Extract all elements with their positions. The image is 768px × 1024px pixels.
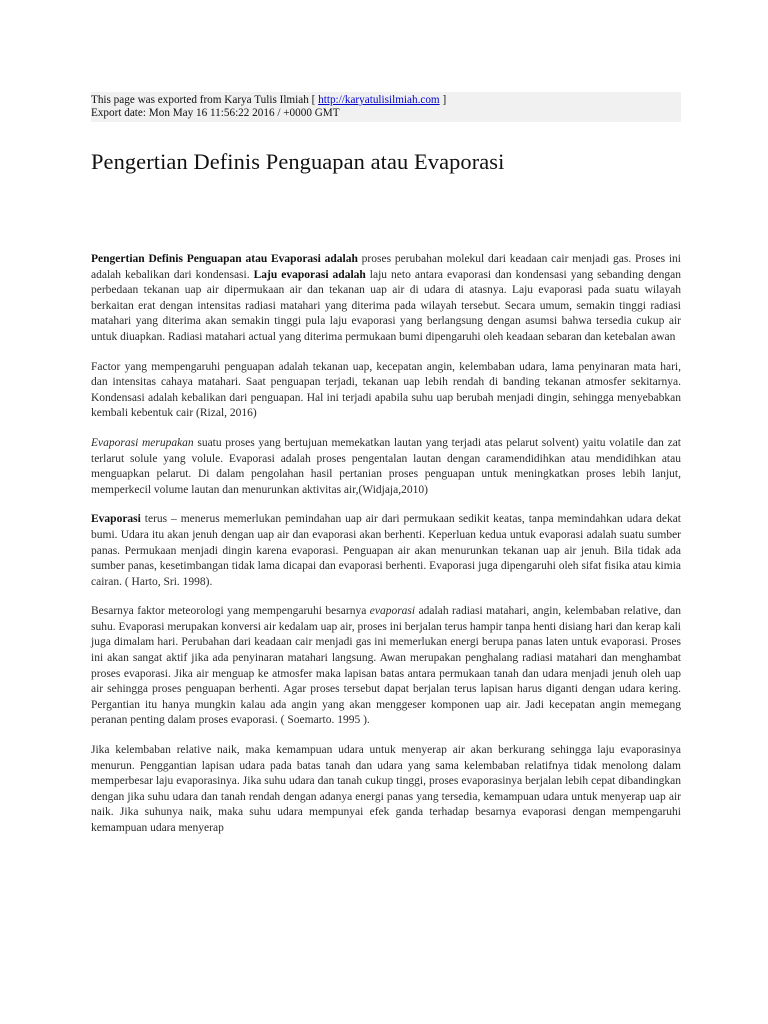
- paragraph-5-italic: evaporasi: [369, 605, 416, 618]
- paragraph-1-bold-1: Pengertian Definis Penguapan atau Evaporasi adalah: [91, 253, 358, 265]
- export-date: Export date: Mon May 16 11:56:22 2016 / +0000 GMT: [91, 107, 340, 119]
- paragraph-4: [91, 512, 681, 590]
- paragraph-5-text-1: Besarnya faktor meteorologi yang mempengaruhi besarnya: [91, 605, 370, 618]
- paragraph-3: [91, 436, 681, 498]
- paragraph-2: Factor yang mempengaruhi penguapan adalah tekanan uap, kecepatan angin, kelembaban udara, lama penyinaran mata hari, dan intensitas cahaya matahari. Saat penguapan terjadi, tekanan uap lebih rendah di banding tekanan atmosfer sekitarnya. Kondensasi adalah kebalikan dari penguapan. Hal ini terjadi apabila suhu uap berubah menjadi dingin, sehingga menyebabkan kembali kebentuk cair (Rizal, 2016): [91, 360, 681, 420]
- document-page: [91, 92, 681, 851]
- paragraph-3-italic: Evaporasi merupakan: [91, 436, 194, 449]
- page-title: Pengertian Definis Penguapan atau Evaporasi: [91, 149, 505, 174]
- paragraph-6: Jika kelembaban relative naik, maka kemampuan udara untuk menyerap air akan berkurang sehingga laju evaporasinya menurun. Penggantian lapisan udara pada batas tanah dan udara yang sama kelembaban relatifnya tidak menolong dalam memperbesar laju evaporasinya. Jika suhu udara dan tanah cukup tinggi, proses evaporasinya berjalan lebih cepat dibandingkan dengan jika suhu udara dan tanah rendah dengan adanya energi panas yang tersedia, kemampuan udara untuk menyerap uap air naik. Jika suhunya naik, maka suhu udara mempunyai efek ganda terhadap besarnya evaporasi dengan mempengaruhi kemampuan udara menyerap: [91, 744, 681, 834]
- paragraph-4-bold: Evaporasi: [91, 513, 141, 526]
- paragraph-3-text: suatu proses yang bertujuan memekatkan lautan yang terjadi atas pelarut solvent) yaitu volatile dan zat terlarut solule yang volule. Evaporasi adalah proses pengentalan lautan dengan caramendidihkan atau mendidihkan atau menguapkan pelarut. Di dalam pengolahan hasil pertanian proses penguapan untuk meningkatkan proses lebih lanjut, memperkecil volume lautan dan menurunkan aktivitas air,(Widjaja,2010): [91, 436, 682, 496]
- export-source-line: [91, 94, 681, 107]
- paragraph-4-text: terus – menerus memerlukan pemindahan uap air dari permukaan sedikit keatas, tanpa memindahkan udara dekat bumi. Udara itu akan jenuh dengan uap air dan evaporasi akan berhenti. Keperluan kedua untuk evaporasi adalah suatu sumber panas. Permukaan menjadi dingin karena evaporasi. Penguapan air akan menurunkan tekanan uap air jenuh. Bila tidak ada sumber panas, kesetimbangan tidak lama dicapai dan evaporasi berhenti. Evaporasi juga dipengaruhi oleh sifat fisika atau kimia cairan. ( Harto, Sri. 1998).: [91, 513, 681, 588]
- export-source-prefix: This page was exported from Karya Tulis Ilmiah [: [91, 94, 319, 106]
- paragraph-5-text-2: adalah radiasi matahari, angin, kelembaban relative, dan suhu. Evaporasi merupakan konversi air kedalam uap air, proses ini berjalan terus hampir tanpa henti disiang hari dan kerap kali juga dimalam hari. Perubahan dari keadaan cair menjadi gas ini memerlukan energi berupa panas laten untuk evaporasi. Proses ini akan sangat aktif jika ada penyinaran matahari langsung. Awan merupakan penghalang radiasi matahari dan menghambat proses evaporasi. Jika air menguap ke atmosfer maka lapisan batas antara permukaan tanah dan udara menjadi jenuh oleh uap air sehingga proses penguapan berhenti. Agar proses tersebut dapat berjalan terus lapisan harus diganti dengan udara kering. Pergantian itu hanya mungkin kalau ada angin yang akan menggeser komponen uap air. Jadi kecepatan angin memegang peranan penting dalam proses evaporasi. ( Soemarto. 1995 ).: [91, 605, 682, 727]
- export-source-suffix: ]: [439, 94, 447, 106]
- paragraph-1-text-2: laju neto antara evaporasi dan kondensasi yang sebanding dengan perbedaan tekanan uap air dipermukaan air dan tekanan uap air di udara di atasnya. Laju evaporasi pada suatu wilayah berkaitan erat dengan intensitas radiasi matahari yang diterima pada wilayah tersebut. Secara umum, semakin tinggi radiasi matahari yang diterima akan semakin tinggi pula laju evaporasi yang berlangsung dengan asumsi bahwa tersedia cukup air untuk diuapkan. Radiasi matahari actual yang diterima permukaan bumi dipengaruhi oleh keadaan sebaran dan ketebalan awan: [91, 268, 681, 343]
- paragraph-1-text-1: proses perubahan molekul dari keadaan cair menjadi gas. Proses ini adalah kebalikan dari kondensasi.: [91, 253, 681, 281]
- paragraph-5: [91, 604, 681, 729]
- export-header: [91, 92, 681, 122]
- source-link[interactable]: http://karyatulisilmiah.com: [318, 94, 440, 106]
- article-body: [91, 252, 681, 837]
- paragraph-1: [91, 252, 681, 346]
- paragraph-1-bold-2: Laju evaporasi adalah: [253, 268, 366, 281]
